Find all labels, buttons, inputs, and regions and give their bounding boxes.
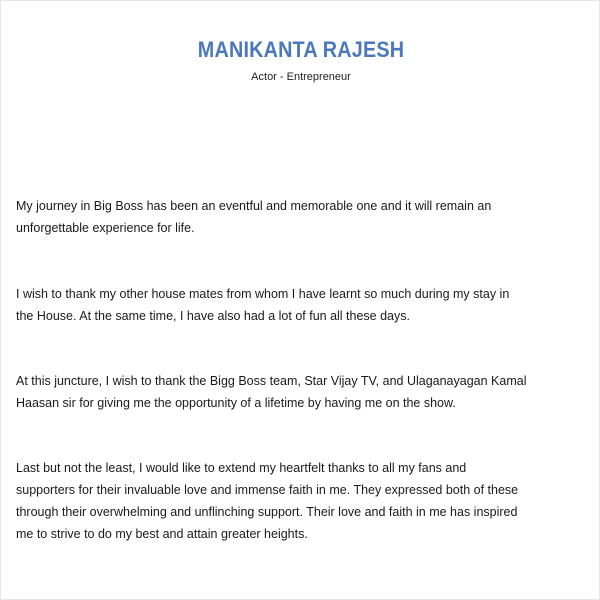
- paragraph-journey: My journey in Big Boss has been an eventful and memorable one and it will remain an unforgettable experience for life.: [16, 199, 492, 235]
- letter-title-name: MANIKANTA RAJESH: [197, 37, 405, 62]
- letter-subtitle: Actor - Entrepreneur: [251, 71, 351, 83]
- paragraph-housemates: I wish to thank my other house mates from whom I have learnt so much during my stay in the House. At the same time, I have also had a lot of fun all these days.: [16, 287, 510, 323]
- paragraph-thanks-team: At this juncture, I wish to thank the Bigg Boss team, Star Vijay TV, and Ulaganayagan Kamal Haasan sir for giving me the opportunity of a lifetime by having me on the show.: [16, 374, 527, 410]
- paragraph-thanks-fans: Last but not the least, I would like to extend my heartfelt thanks to all my fans and supporters for their invaluable love and immense faith in me. They expressed both of these through their overwhelming and unflinching support. Their love and faith in me has inspired me to strive to do my best and attain greater heights.: [16, 461, 519, 541]
